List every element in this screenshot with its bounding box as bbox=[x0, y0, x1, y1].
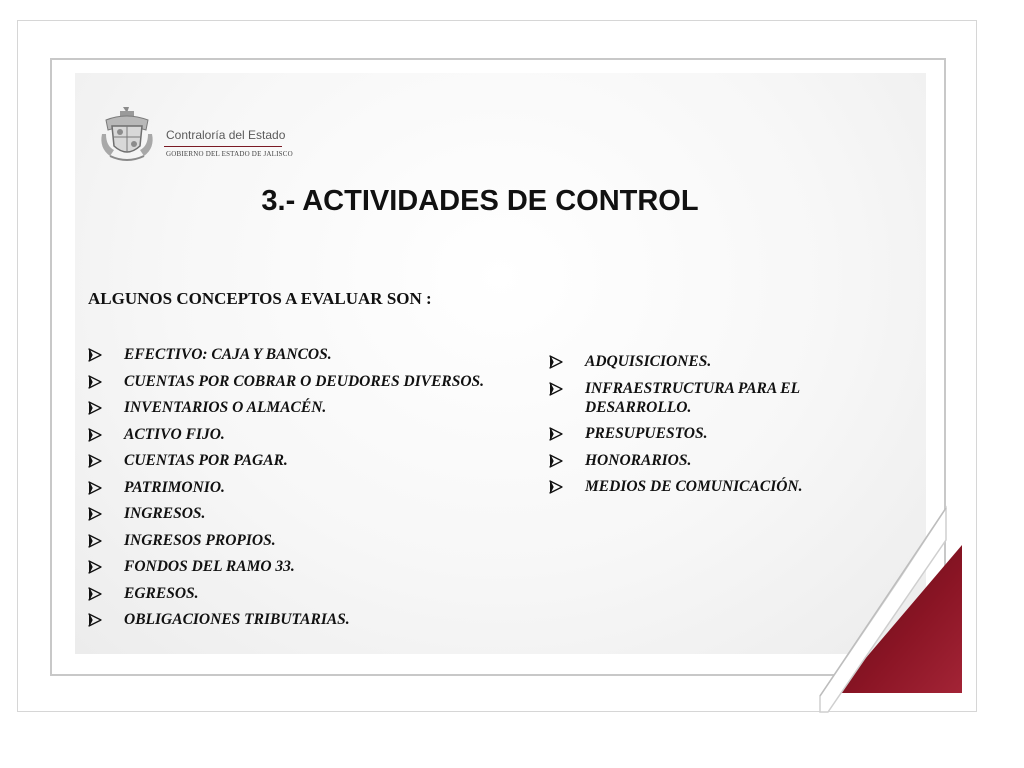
arrow-bullet-icon bbox=[88, 401, 102, 415]
list-item-text: INGRESOS PROPIOS. bbox=[124, 531, 276, 549]
list-item bbox=[549, 451, 879, 470]
intro-heading: ALGUNOS CONCEPTOS A EVALUAR SON : bbox=[88, 289, 432, 308]
list-item bbox=[549, 424, 879, 443]
list-item-text: INVENTARIOS O ALMACÉN. bbox=[124, 399, 327, 416]
list-item bbox=[549, 379, 879, 417]
arrow-bullet-icon bbox=[549, 355, 563, 369]
left-concept-list bbox=[88, 345, 488, 637]
list-item bbox=[88, 451, 488, 470]
right-concept-list bbox=[549, 352, 879, 504]
list-item bbox=[88, 372, 488, 391]
list-item-text: EGRESOS. bbox=[124, 584, 199, 602]
slide-title: 3.- ACTIVIDADES DE CONTROL bbox=[261, 185, 699, 217]
list-item bbox=[88, 531, 488, 550]
list-item-text: ACTIVO FIJO. bbox=[124, 425, 225, 443]
logo-title: Contraloría del Estado bbox=[166, 128, 286, 142]
arrow-bullet-icon bbox=[88, 534, 102, 548]
arrow-bullet-icon bbox=[549, 480, 563, 494]
list-item-text: MEDIOS DE COMUNICACIÓN. bbox=[585, 478, 803, 495]
arrow-bullet-icon bbox=[88, 507, 102, 521]
arrow-bullet-icon bbox=[88, 481, 102, 495]
list-item-text: INFRAESTRUCTURA PARA EL DESARROLLO. bbox=[585, 379, 800, 416]
arrow-bullet-icon bbox=[549, 427, 563, 441]
coat-of-arms-icon bbox=[96, 104, 158, 164]
list-item bbox=[549, 352, 879, 371]
list-item-text: INGRESOS. bbox=[124, 505, 206, 522]
list-item bbox=[88, 478, 488, 497]
list-item-text: ADQUISICIONES. bbox=[585, 353, 712, 370]
arrow-bullet-icon bbox=[88, 587, 102, 601]
list-item-text: CUENTAS POR COBRAR O DEUDORES DIVERSOS. bbox=[124, 372, 485, 390]
list-item-text: HONORARIOS. bbox=[585, 451, 692, 469]
list-item bbox=[549, 477, 879, 496]
list-item-text: FONDOS DEL RAMO 33. bbox=[124, 558, 295, 575]
arrow-bullet-icon bbox=[88, 348, 102, 362]
arrow-bullet-icon bbox=[88, 560, 102, 574]
list-item bbox=[88, 398, 488, 417]
list-item-text: PATRIMONIO. bbox=[124, 478, 225, 496]
arrow-bullet-icon bbox=[88, 613, 102, 627]
list-item-text: CUENTAS POR PAGAR. bbox=[124, 452, 288, 469]
list-item-text: EFECTIVO: CAJA Y BANCOS. bbox=[124, 346, 332, 363]
list-item bbox=[88, 584, 488, 603]
list-item bbox=[88, 425, 488, 444]
arrow-bullet-icon bbox=[88, 454, 102, 468]
logo-divider bbox=[164, 146, 282, 147]
logo-subtitle: GOBIERNO DEL ESTADO DE JALISCO bbox=[166, 150, 293, 158]
list-item-text: PRESUPUESTOS. bbox=[585, 425, 708, 442]
list-item bbox=[88, 557, 488, 576]
list-item-text: OBLIGACIONES TRIBUTARIAS. bbox=[124, 611, 350, 628]
list-item bbox=[88, 610, 488, 629]
arrow-bullet-icon bbox=[549, 382, 563, 396]
arrow-bullet-icon bbox=[549, 454, 563, 468]
contraloria-logo bbox=[96, 104, 296, 164]
list-item bbox=[88, 345, 488, 364]
arrow-bullet-icon bbox=[88, 375, 102, 389]
arrow-bullet-icon bbox=[88, 428, 102, 442]
list-item bbox=[88, 504, 488, 523]
